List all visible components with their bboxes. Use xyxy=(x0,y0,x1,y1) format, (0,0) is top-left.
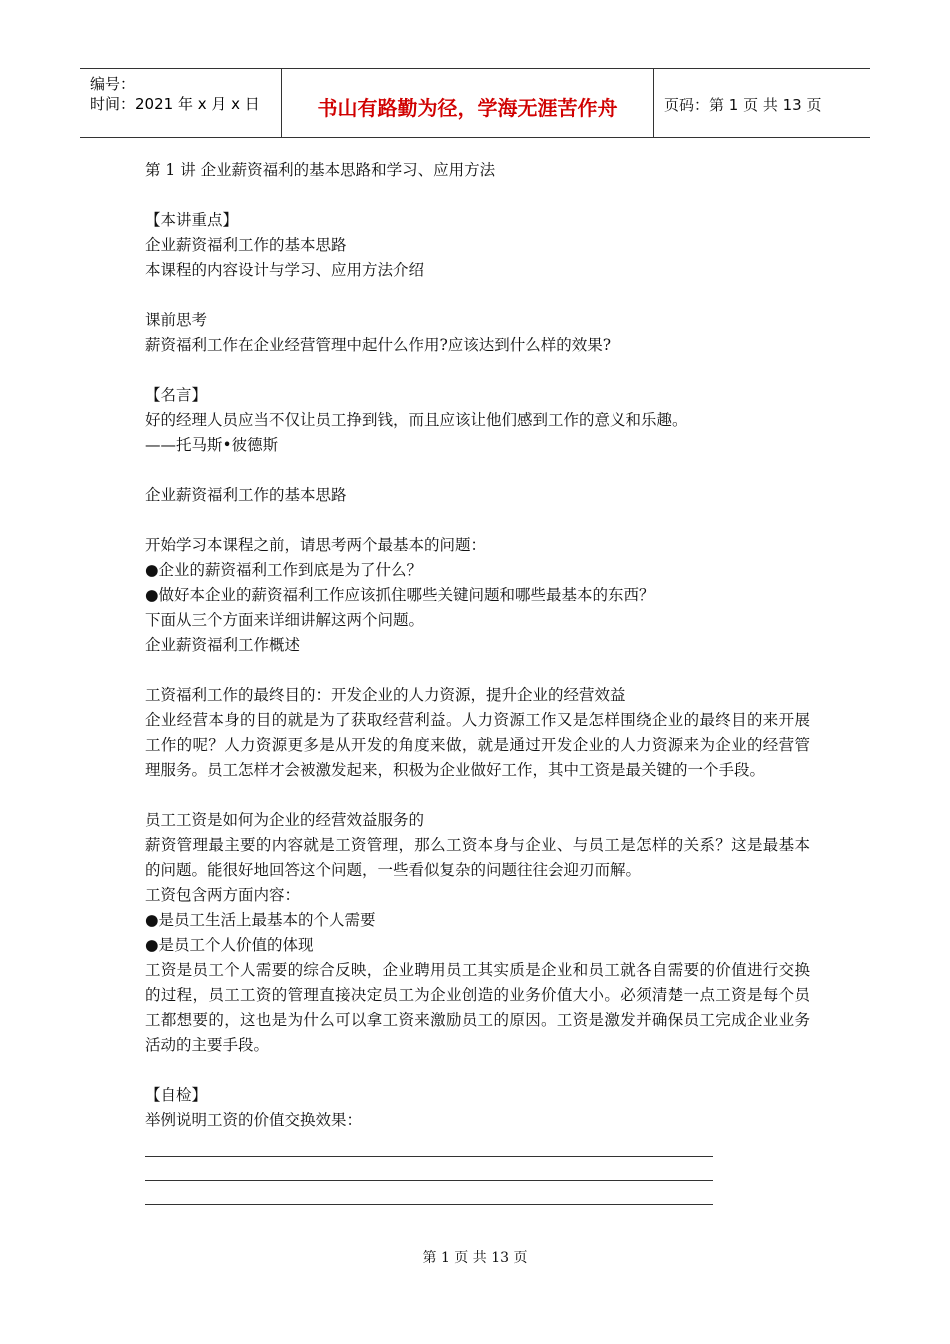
quote-text: 好的经理人员应当不仅让员工挣到钱，而且应该让他们感到工作的意义和乐趣。 xyxy=(145,411,688,429)
header-info-cell xyxy=(80,69,282,137)
answer-line[interactable] xyxy=(145,1181,713,1205)
focus-heading: 【本讲重点】 xyxy=(145,211,239,229)
overview-heading: 企业薪资福利工作概述 xyxy=(145,636,301,654)
page-code: 页码：第 1 页 共 13 页 xyxy=(664,96,822,114)
focus-item: 企业薪资福利工作的基本思路 xyxy=(145,236,347,254)
answer-line[interactable] xyxy=(145,1157,713,1181)
goal-heading: 工资福利工作的最终目的：开发企业的人力资源，提升企业的经营效益 xyxy=(145,686,626,704)
header-motto-cell xyxy=(282,69,654,137)
page-header xyxy=(80,68,870,138)
wage-contains: 工资包含两方面内容： xyxy=(145,886,301,904)
bullet-item: ●是员工个人价值的体现 xyxy=(145,936,314,954)
preview-question: 薪资福利工作在企业经营管理中起什么作用?应该达到什么样的效果? xyxy=(145,336,612,354)
motto-text: 书山有路勤为径，学海无涯苦作舟 xyxy=(317,96,618,120)
document-body xyxy=(145,158,810,1205)
header-page-cell xyxy=(654,69,870,137)
document-number-label: 编号： xyxy=(90,75,136,93)
self-check-heading: 【自检】 xyxy=(145,1086,208,1104)
wage-heading: 员工工资是如何为企业的经营效益服务的 xyxy=(145,811,425,829)
section-heading: 企业薪资福利工作的基本思路 xyxy=(145,486,347,504)
document-date-label: 时间：2021 年 x 月 x 日 xyxy=(90,95,260,113)
goal-paragraph: 企业经营本身的目的就是为了获取经营利益。人力资源工作又是怎样围绕企业的最终目的来开展工作的呢？人力资源更多是从开发的角度来做，就是通过开发企业的人力资源来为企业的经营管理服务。员工怎样才会被激发起来，积极为企业做好工作，其中工资是最关键的一个手段。 xyxy=(145,711,810,779)
quote-heading: 【名言】 xyxy=(145,386,208,404)
intro-text: 开始学习本课程之前，请思考两个最基本的问题： xyxy=(145,536,487,554)
quote-author: ——托马斯•彼德斯 xyxy=(145,436,279,454)
focus-item: 本课程的内容设计与学习、应用方法介绍 xyxy=(145,261,425,279)
wage-paragraph-2: 工资是员工个人需要的综合反映，企业聘用员工其实质是企业和员工就各自需要的价值进行交换的过程，员工工资的管理直接决定员工为企业创造的业务价值大小。必须清楚一点工资是每个员工都想要的，这也是为什么可以拿工资来激励员工的原因。工资是激发并确保员工完成企业业务活动的主要手段。 xyxy=(145,961,810,1054)
page-footer: 第 1 页 共 13 页 xyxy=(422,1250,528,1266)
bullet-item: ●是员工生活上最基本的个人需要 xyxy=(145,911,376,929)
explain-line: 下面从三个方面来详细讲解这两个问题。 xyxy=(145,611,425,629)
answer-line[interactable] xyxy=(145,1133,713,1157)
lecture-title: 第 1 讲 企业薪资福利的基本思路和学习、应用方法 xyxy=(145,161,496,179)
wage-paragraph: 薪资管理最主要的内容就是工资管理，那么工资本身与企业、与员工是怎样的关系？这是最基本的问题。能很好地回答这个问题，一些看似复杂的问题往往会迎刃而解。 xyxy=(145,836,810,879)
preview-heading: 课前思考 xyxy=(145,311,208,329)
bullet-item: ●企业的薪资福利工作到底是为了什么？ xyxy=(145,561,423,579)
bullet-item: ●做好本企业的薪资福利工作应该抓住哪些关键问题和哪些最基本的东西？ xyxy=(145,586,655,604)
self-check-question: 举例说明工资的价值交换效果： xyxy=(145,1111,363,1129)
